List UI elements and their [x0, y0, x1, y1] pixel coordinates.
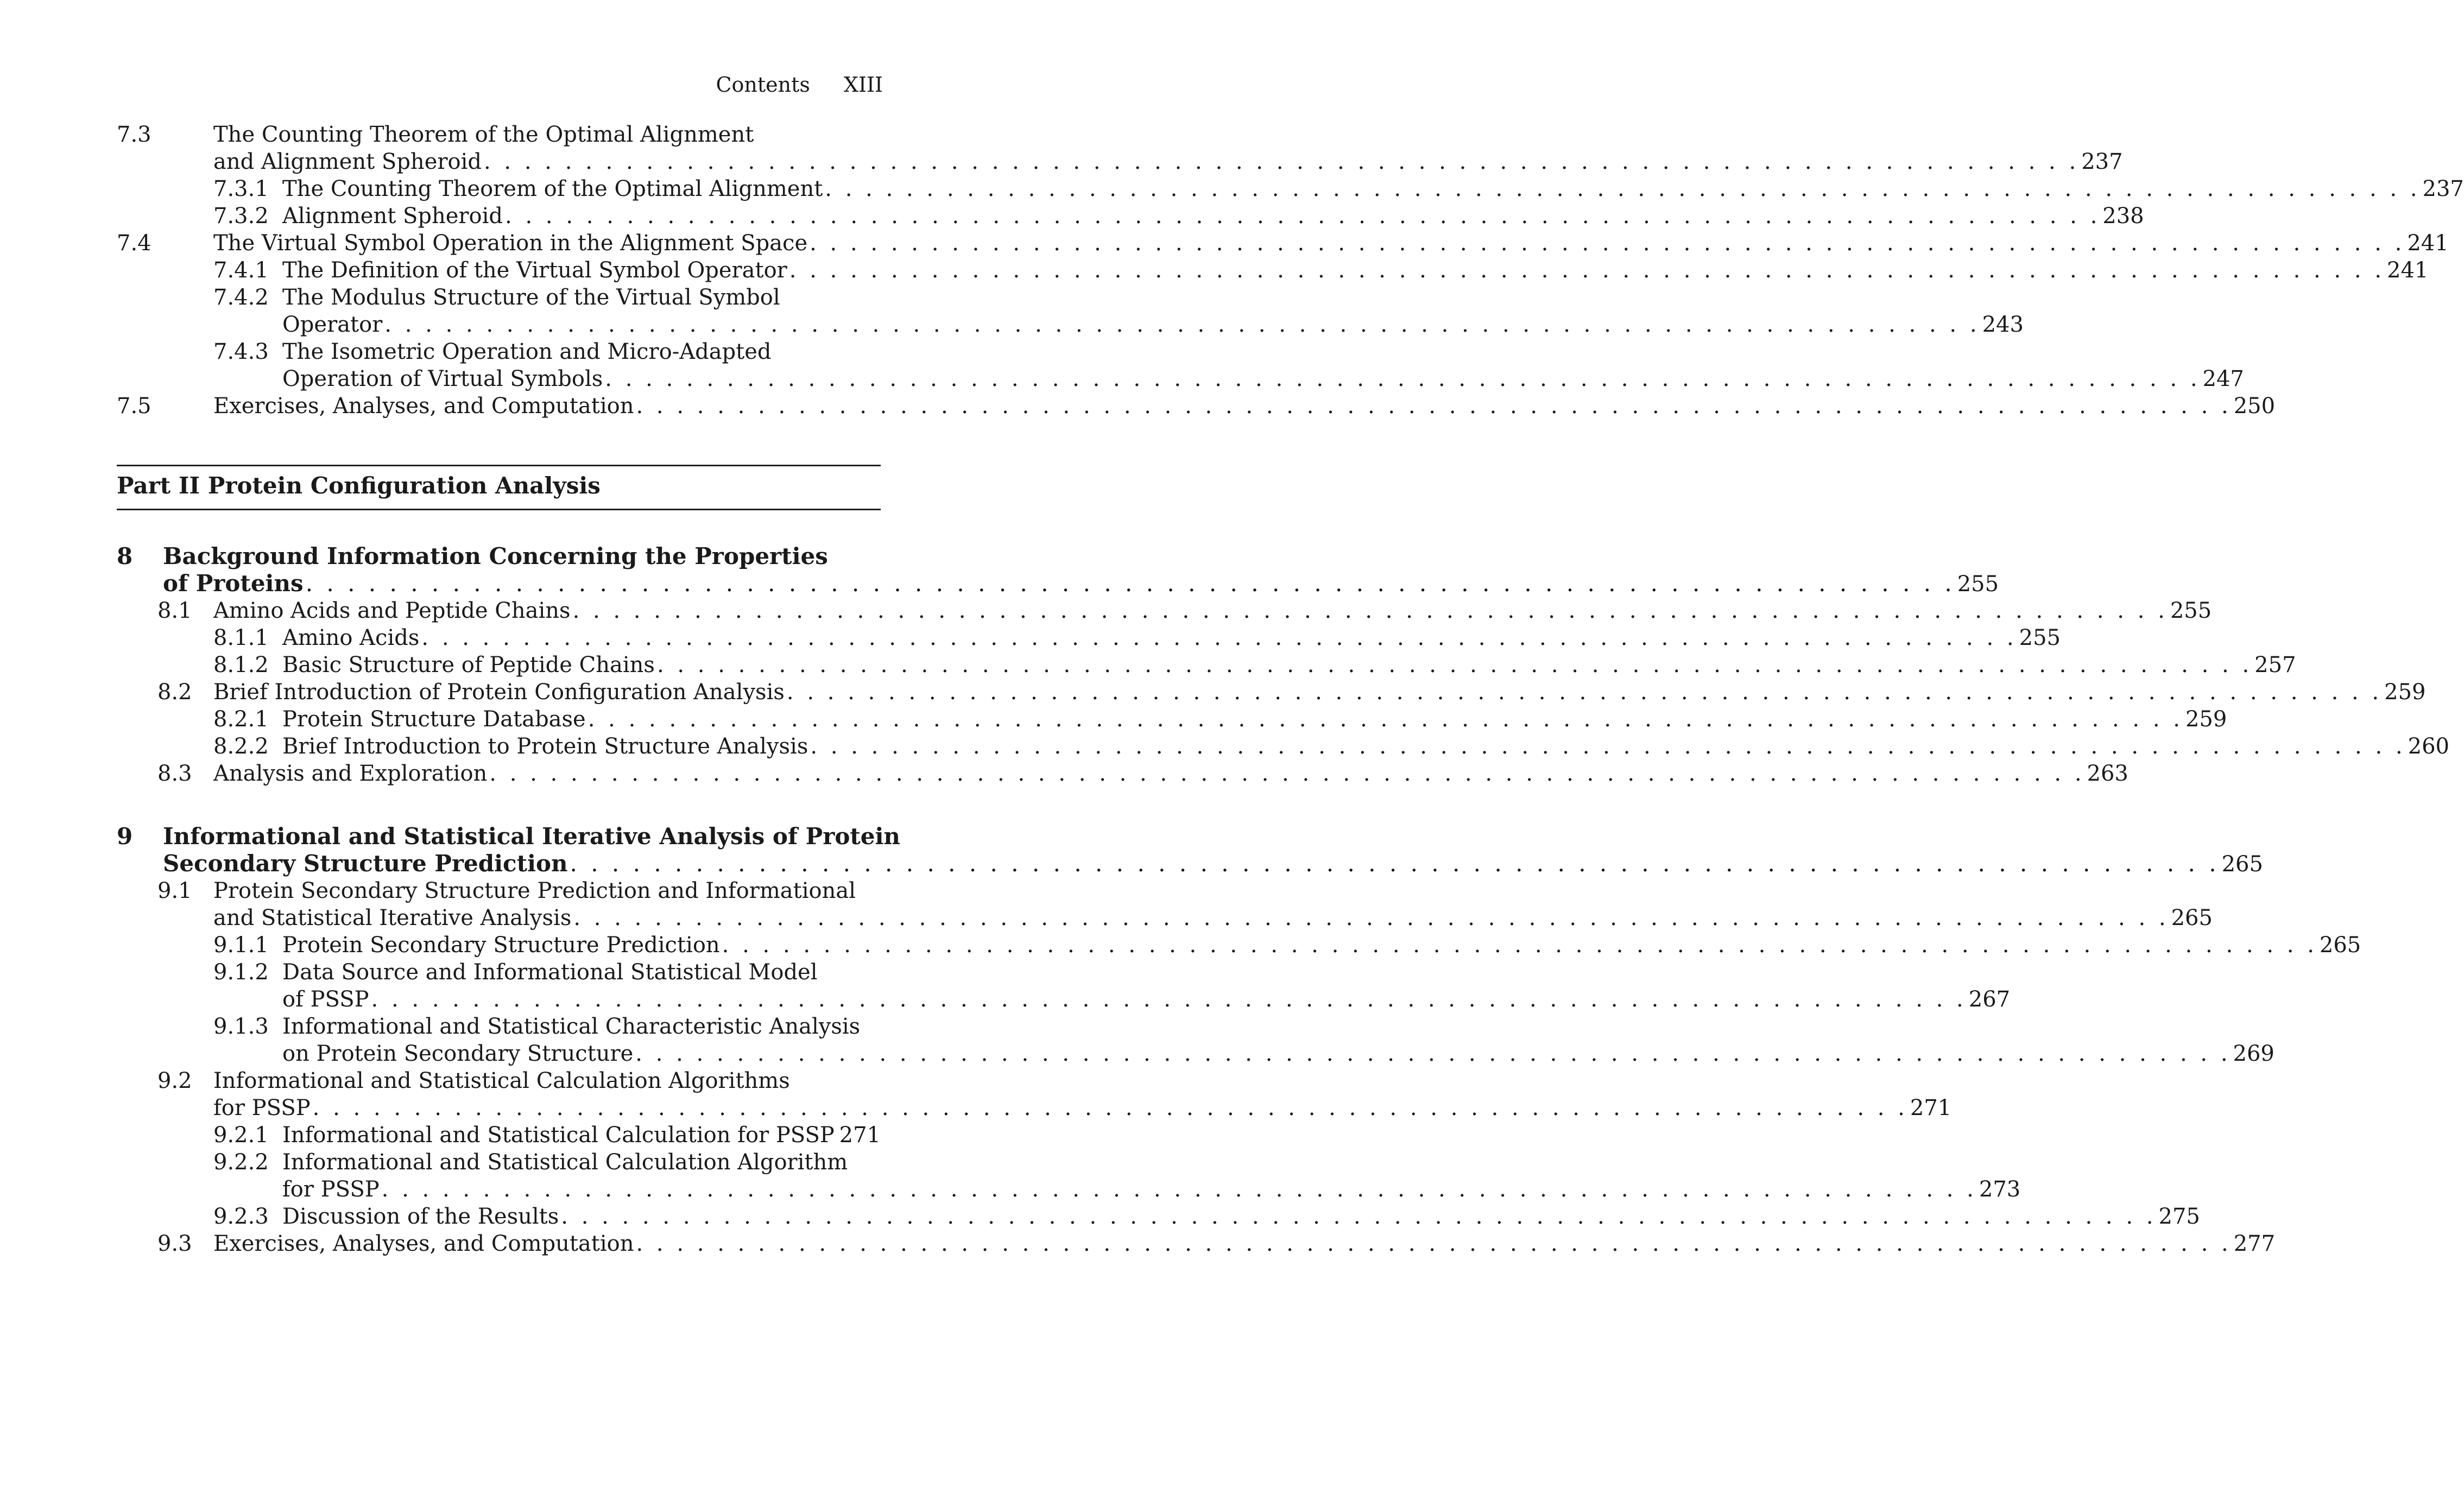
toc-entry-title-line1: Informational and Statistical Calculation Algorithm	[282, 1150, 848, 1175]
dot-leader: . . . . . . . . . . . . . . . . . . . . . . . . . . . . . . . . . . . . . . . . . . . . . . . . . . . . . . . . . . . . . . . . . . . . . . . . . . . . . . .	[381, 1177, 1977, 1202]
toc-entry-leader-line	[213, 760, 2128, 787]
dot-leader: . . . . . . . . . . . . . . . . . . . . . . . . . . . . . . . . . . . . . . . . . . . . . . . . . . . . . . . . . . . . . . . . . . . . . . . . . . . . . . .	[810, 734, 2406, 759]
dot-leader: . . . . . . . . . . . . . . . . . . . . . . . . . . . . . . . . . . . . . . . . . . . . . . . . . . . . . . . . . . . . . . . . . . . . . . . . . . . . . . .	[573, 906, 2169, 930]
toc-entry-title-line2: on Protein Secondary Structure	[282, 1041, 634, 1066]
toc-entry-title-line1: Data Source and Informational Statistical Model	[282, 960, 818, 985]
toc-entry-title-line1: The Modulus Structure of the Virtual Symbol	[282, 285, 780, 310]
toc-entry-page: 271	[839, 1123, 881, 1148]
part-heading[interactable]	[117, 472, 601, 499]
toc-entry-8-3[interactable]	[157, 760, 2128, 787]
toc-entry-page: 263	[2087, 761, 2128, 786]
toc-chapter-title-line1: Background Information Concerning the Properties	[163, 543, 828, 569]
toc-entry-page: 267	[1968, 987, 2011, 1012]
toc-chapter-9[interactable]	[117, 823, 2263, 878]
toc-entry-page: 237	[2081, 149, 2123, 174]
toc-chapter-title-line2: Secondary Structure Prediction	[163, 850, 568, 877]
toc-entry-page: 269	[2233, 1041, 2275, 1066]
toc-entry-title: Basic Structure of Peptide Chains	[282, 653, 655, 677]
toc-entry-8-2[interactable]	[157, 679, 2426, 706]
toc-entry-title-line2: and Alignment Spheroid	[213, 149, 482, 174]
toc-entry-title: Exercises, Analyses, and Computation	[213, 394, 634, 419]
toc-entry-page: 265	[2171, 906, 2213, 930]
toc-entry-leader-line	[213, 230, 2449, 257]
toc-entry-8-1-1[interactable]	[213, 624, 2061, 651]
toc-entry-number: 9.2.3	[213, 1204, 269, 1229]
dot-leader: . . . . . . . . . . . . . . . . . . . . . . . . . . . . . . . . . . . . . . . . . . . . . . . . . . . . . . . . . . . . . . . . . . . . . . . . . . . . . . .	[489, 761, 2085, 786]
toc-entry-title: Exercises, Analyses, and Computation	[213, 1231, 634, 1256]
toc-entry-page: 259	[2185, 707, 2227, 732]
toc-entry-number: 8.3	[157, 761, 192, 786]
toc-entry-leader-line	[213, 148, 2123, 175]
toc-entry-title-line1: Informational and Statistical Calculation Algorithms	[213, 1068, 790, 1093]
toc-entry-title-line2: Operation of Virtual Symbols	[282, 366, 603, 391]
toc-entry-title: Analysis and Exploration	[213, 761, 488, 786]
toc-entry-page: 255	[2170, 598, 2212, 623]
toc-entry-leader-line	[213, 679, 2426, 706]
dot-leader: . . . . . . . . . . . . . . . . . . . . . . . . . . . . . . . . . . . . . . . . . . . . . . . . . . . . . . . . . . . . . . . . . . . . . . . . . . . . . . .	[570, 850, 2220, 877]
toc-entry-7-4[interactable]	[117, 230, 2449, 257]
toc-entry-9-1-2[interactable]	[213, 959, 2011, 1013]
toc-entry-number: 7.4.1	[213, 258, 269, 283]
toc-entry-title: Brief Introduction to Protein Structure Analysis	[282, 734, 808, 759]
dot-leader: . . . . . . . . . . . . . . . . . . . . . . . . . . . . . . . . . . . . . . . . . . . . . . . . . . . . . . . . . . . . . . . . . . . . . . . . . . . . . . .	[421, 625, 2017, 650]
toc-entry-title: Discussion of the Results	[282, 1204, 559, 1229]
toc-entry-number: 9.2.2	[213, 1150, 269, 1175]
dot-leader: . . . . . . . . . . . . . . . . . . . . . . . . . . . . . . . . . . . . . . . . . . . . . . . . . . . . . . . . . . . . . . . . . . . . . . . . . . . . . . .	[384, 312, 1980, 337]
dot-leader: . . . . . . . . . . . . . . . . . . . . . . . . . . . . . . . . . . . . . . . . . . . . . . . . . . . . . . . . . . . . . . . . . . . . . . . . . . . . . . .	[722, 933, 2317, 958]
toc-entry-leader-line	[282, 733, 2449, 760]
toc-entry-page: 275	[2158, 1204, 2200, 1229]
dot-leader: . . . . . . . . . . . . . . . . . . . . . . . . . . . . . . . . . . . . . . . . . . . . . . . . . . . . . . . . . . . . . . . . . . . . . . . . . . . . . . .	[572, 598, 2168, 623]
toc-entry-number: 7.3	[117, 122, 151, 147]
toc-entry-8-1[interactable]	[157, 597, 2212, 624]
toc-chapter-title-line2: of Proteins	[163, 570, 304, 597]
dot-leader: . . . . . . . . . . . . . . . . . . . . . . . . . . . . . . . . . . . . . . . . . . . . . . . . . . . . . . . . . . . . . . . . . . . . . . . . . . . . . . .	[371, 987, 1967, 1012]
toc-entry-number: 8.2.2	[213, 734, 269, 759]
toc-entry-7-4-2[interactable]	[213, 284, 2024, 338]
toc-entry-page: 255	[2019, 625, 2061, 650]
toc-entry-leader-line	[282, 257, 2429, 284]
toc-entry-number: 9.2	[157, 1068, 192, 1093]
toc-entry-leader-line	[213, 392, 2276, 420]
toc-entry-7-3-1[interactable]	[213, 175, 2464, 202]
toc-entry-7-4-3[interactable]	[213, 338, 2244, 392]
toc-entry-leader-line	[213, 1094, 1952, 1122]
toc-entry-page: 241	[2407, 231, 2449, 256]
toc-entry-leader-line	[163, 850, 2263, 878]
toc-entry-7-3-2[interactable]	[213, 202, 2144, 230]
toc-entry-leader-line	[282, 1040, 2275, 1067]
toc-entry-8-2-1[interactable]	[213, 706, 2227, 733]
toc-entry-7-3[interactable]	[117, 121, 2123, 175]
toc-entry-page: 237	[2422, 176, 2464, 201]
dot-leader: . . . . . . . . . . . . . . . . . . . . . . . . . . . . . . . . . . . . . . . . . . . . . . . . . . . . . . . . . . . . . . . . . . . . . . . . . . . . . . .	[587, 707, 2183, 732]
toc-entry-title-line1: The Isometric Operation and Micro-Adapted	[282, 339, 772, 364]
toc-entry-title: Informational and Statistical Calculation for PSSP	[282, 1123, 835, 1148]
toc-entry-title-line1: The Counting Theorem of the Optimal Alignment	[213, 122, 754, 147]
toc-entry-number: 9.2.1	[213, 1123, 269, 1148]
toc-entry-number: 9.1.1	[213, 933, 269, 958]
toc-entry-leader-line	[213, 904, 2213, 932]
dot-leader: . . . . . . . . . . . . . . . . . . . . . . . . . . . . . . . . . . . . . . . . . . . . . . . . . . . . . . . . . . . . . . . . . . . . . . . . . . . . . . .	[656, 653, 2253, 677]
toc-entry-number: 9.1	[157, 878, 192, 903]
dot-leader: . . . . . . . . . . . . . . . . . . . . . . . . . . . . . . . . . . . . . . . . . . . . . . . . . . . . . . . . . . . . . . . . . . . . . . . . . . . . . . .	[483, 149, 2080, 174]
toc-entry-title-line2: for PSSP	[282, 1177, 380, 1202]
dot-leader: . . . . . . . . . . . . . . . . . . . . . . . . . . . . . . . . . . . . . . . . . . . . . . . . . . . . . . . . . . . . . . . . . . . . . . . . . . . . . . .	[825, 176, 2421, 201]
toc-entry-number: 8.1.1	[213, 625, 269, 650]
toc-entry-9-1-3[interactable]	[213, 1013, 2275, 1067]
toc-entry-title-line2: and Statistical Iterative Analysis	[213, 906, 572, 930]
toc-entry-number: 7.4	[117, 231, 151, 256]
toc-entry-number: 7.3.1	[213, 176, 269, 201]
toc-entry-page: 260	[2408, 734, 2449, 759]
toc-entry-9-2-2[interactable]	[213, 1149, 2021, 1203]
toc-entry-leader-line	[282, 651, 2296, 679]
running-header-title: Contents	[716, 73, 810, 97]
dot-leader: . . . . . . . . . . . . . . . . . . . . . . . . . . . . . . . . . . . . . . . . . . . . . . . . . . . . . . . . . . . . . . . . . . . . . . . . . . . . . . .	[789, 258, 2385, 283]
toc-chapter-title-line1: Informational and Statistical Iterative Analysis of Protein	[163, 823, 900, 850]
toc-entry-title: Protein Secondary Structure Prediction	[282, 933, 720, 958]
toc-entry-page: 277	[2233, 1231, 2276, 1256]
toc-entry-title: The Counting Theorem of the Optimal Alignment	[282, 176, 823, 201]
dot-leader: . . . . . . . . . . . . . . . . . . . . . . . . . . . . . . . . . . . . . . . . . . . . . . . . . . . . . . . . . . . . . . . . . . . . . . . . . . . . . . .	[312, 1096, 1908, 1120]
toc-entry-8-1-2[interactable]	[213, 651, 2296, 679]
toc-entry-page: 265	[2221, 852, 2263, 877]
toc-entry-number: 8.2	[157, 680, 192, 705]
toc-entry-number: 7.4.3	[213, 339, 269, 364]
toc-entry-9-1-1[interactable]	[213, 932, 2361, 959]
part-rule-top	[117, 465, 881, 466]
running-header-page-number: XIII	[843, 73, 883, 97]
toc-entry-number: 8.2.1	[213, 707, 269, 732]
toc-entry-leader-line	[213, 1230, 2276, 1257]
toc-entry-leader-line	[282, 1122, 881, 1149]
dot-leader: . . . . . . . . . . . . . . . . . . . . . . . . . . . . . . . . . . . . . . . . . . . . . . . . . . . . . . . . . . . . . . . . . . . . . . . . . . . . . . .	[636, 1231, 2232, 1256]
toc-entry-title: Brief Introduction of Protein Configuration Analysis	[213, 680, 785, 705]
toc-entry-title: Alignment Spheroid	[282, 204, 503, 229]
dot-leader: . . . . . . . . . . . . . . . . . . . . . . . . . . . . . . . . . . . . . . . . . . . . . . . . . . . . . . . . . . . . . . . . . . . . . . . . . . . . . . .	[635, 1041, 2231, 1066]
toc-entry-page: 241	[2387, 258, 2429, 283]
toc-entry-number: 9.3	[157, 1231, 192, 1256]
toc-entry-8-2-2[interactable]	[213, 733, 2449, 760]
toc-entry-number: 8.1	[157, 598, 192, 623]
toc-entry-9-1[interactable]	[157, 877, 2213, 932]
dot-leader: . . . . . . . . . . . . . . . . . . . . . . . . . . . . . . . . . . . . . . . . . . . . . . . . . . . . . . . . . . . . . . . . . . . . . . . . . . . . . . .	[305, 570, 1955, 597]
toc-entry-title: The Definition of the Virtual Symbol Operator	[282, 258, 787, 283]
toc-chapter-number: 8	[117, 543, 133, 569]
toc-entry-number: 7.3.2	[213, 204, 269, 229]
toc-entry-number: 7.4.2	[213, 285, 269, 310]
toc-entry-leader-line	[282, 202, 2144, 230]
toc-entry-title: Protein Structure Database	[282, 707, 586, 732]
part-label: Part II	[117, 472, 200, 499]
toc-entry-page: 257	[2254, 653, 2296, 677]
dot-leader: . . . . . . . . . . . . . . . . . . . . . . . . . . . . . . . . . . . . . . . . . . . . . . . . . . . . . . . . . . . . . . . . . . . . . . . . . . . . . . .	[561, 1204, 2157, 1229]
toc-entry-page: 255	[1957, 572, 1999, 597]
toc-entry-page: 259	[2384, 680, 2426, 705]
dot-leader: . . . . . . . . . . . . . . . . . . . . . . . . . . . . . . . . . . . . . . . . . . . . . . . . . . . . . . . . . . . . . . . . . . . . . . . . . . . . . . .	[605, 366, 2201, 391]
toc-entry-leader-line	[282, 706, 2227, 733]
toc-entry-9-2-1[interactable]	[213, 1122, 881, 1149]
toc-entry-page: 247	[2202, 366, 2244, 391]
dot-leader: . . . . . . . . . . . . . . . . . . . . . . . . . . . . . . . . . . . . . . . . . . . . . . . . . . . . . . . . . . . . . . . . . . . . . . . . . . . . . . .	[636, 394, 2232, 419]
toc-entry-9-3[interactable]	[157, 1230, 2276, 1257]
toc-entry-7-5[interactable]	[117, 392, 2276, 420]
dot-leader: . . . . . . . . . . . . . . . . . . . . . . . . . . . . . . . . . . . . . . . . . . . . . . . . . . . . . . . . . . . . . . . . . . . . . . . . . . . . . . .	[786, 680, 2383, 705]
toc-entry-title-line1: Informational and Statistical Characteristic Analysis	[282, 1014, 861, 1039]
toc-entry-number: 8.1.2	[213, 653, 269, 677]
toc-entry-9-2[interactable]	[157, 1067, 1952, 1122]
toc-entry-number: 9.1.3	[213, 1014, 269, 1039]
dot-leader: . . . . . . . . . . . . . . . . . . . . . . . . . . . . . . . . . . . . . . . . . . . . . . . . . . . . . . . . . . . . . . . . . . . . . . . . . . . . . . .	[505, 204, 2101, 229]
toc-entry-page: 243	[1982, 312, 2024, 337]
toc-chapter-number: 9	[117, 823, 133, 850]
toc-entry-leader-line	[282, 1203, 2200, 1230]
toc-entry-leader-line	[213, 597, 2212, 624]
dot-leader: . . . . . . . . . . . . . . . . . . . . . . . . . . . . . . . . . . . . . . . . . . . . . . . . . . . . . . . . . . . . . . . . . . . . . . . . . . . . . . .	[810, 231, 2405, 256]
toc-entry-leader-line	[282, 365, 2244, 392]
toc-entry-title-line2: of PSSP	[282, 987, 369, 1012]
toc-entry-title: Amino Acids and Peptide Chains	[213, 598, 571, 623]
toc-entry-title-line2: Operator	[282, 312, 383, 337]
toc-entry-leader-line	[282, 311, 2024, 338]
toc-entry-7-4-1[interactable]	[213, 257, 2429, 284]
toc-entry-leader-line	[282, 175, 2464, 202]
toc-entry-title: Amino Acids	[282, 625, 420, 650]
toc-entry-leader-line	[163, 570, 1999, 598]
toc-entry-9-2-3[interactable]	[213, 1203, 2200, 1230]
toc-entry-number: 7.5	[117, 394, 151, 419]
toc-entry-leader-line	[282, 624, 2061, 651]
running-header	[716, 73, 883, 97]
toc-entry-title-line1: Protein Secondary Structure Prediction and Informational	[213, 878, 856, 903]
toc-entry-leader-line	[282, 932, 2361, 959]
toc-entry-leader-line	[282, 1176, 2021, 1203]
toc-entry-page: 250	[2233, 394, 2276, 419]
toc-chapter-8[interactable]	[117, 543, 1999, 598]
toc-entry-page: 238	[2102, 204, 2144, 229]
toc-entry-page: 265	[2319, 933, 2361, 958]
toc-entry-page: 271	[1910, 1096, 1952, 1120]
toc-entry-page: 273	[1979, 1177, 2021, 1202]
toc-entry-title: The Virtual Symbol Operation in the Alignment Space	[213, 231, 808, 256]
toc-entry-title-line2: for PSSP	[213, 1096, 311, 1120]
toc-entry-number: 9.1.2	[213, 960, 269, 985]
toc-entry-leader-line	[282, 986, 2011, 1013]
part-rule-bottom	[117, 509, 881, 510]
part-title: Protein Configuration Analysis	[207, 472, 601, 499]
